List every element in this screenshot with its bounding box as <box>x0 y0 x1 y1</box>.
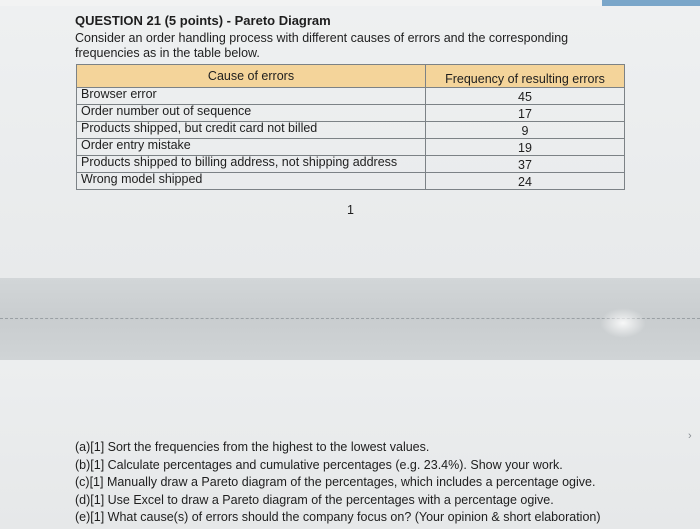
frequency-cell: 45 <box>426 88 625 105</box>
task-item-d: (d)[1] Use Excel to draw a Pareto diagram of the percentages with a percentage ogive. <box>75 492 554 507</box>
cause-cell: Products shipped to billing address, not shipping address <box>77 156 426 173</box>
question-description: Consider an order handling process with different causes of errors and the corresponding frequencies as in the table below. <box>75 31 569 60</box>
question-title: QUESTION 21 (5 points) - Pareto Diagram <box>75 13 331 28</box>
frequency-cell: 24 <box>426 173 625 190</box>
frequency-cell: 37 <box>426 156 625 173</box>
page-number: 1 <box>347 203 354 217</box>
task-list <box>75 439 675 527</box>
task-item-e: (e)[1] What cause(s) of errors should the company focus on? (Your opinion & short elaboration) <box>75 510 601 524</box>
table-row <box>77 139 625 156</box>
cause-cell: Order entry mistake <box>77 139 426 156</box>
error-frequency-table <box>76 64 625 190</box>
table-row <box>77 122 625 139</box>
chevron-right-icon[interactable]: › <box>688 430 692 442</box>
frequency-cell: 9 <box>426 122 625 139</box>
table-row <box>77 88 625 105</box>
table-row <box>77 173 625 190</box>
cause-cell: Wrong model shipped <box>77 173 426 190</box>
cause-cell: Order number out of sequence <box>77 105 426 122</box>
page-break-line <box>0 318 700 319</box>
table-row <box>77 156 625 173</box>
table-row <box>77 105 625 122</box>
task-item-b: (b)[1] Calculate percentages and cumulative percentages (e.g. 23.4%). Show your work. <box>75 457 563 472</box>
frequency-cell: 17 <box>426 105 625 122</box>
task-item-c: (c)[1] Manually draw a Pareto diagram of the percentages, which includes a percentage ogive. <box>75 475 596 489</box>
task-item-a: (a)[1] Sort the frequencies from the highest to the lowest values. <box>75 440 430 454</box>
screen-glare <box>600 308 646 338</box>
cause-cell: Browser error <box>77 88 426 105</box>
cause-column-header: Cause of errors <box>77 65 426 88</box>
cause-cell: Products shipped, but credit card not billed <box>77 122 426 139</box>
page-gap <box>0 278 700 360</box>
table-header-row <box>77 65 625 88</box>
frequency-column-header: Frequency of resulting errors <box>426 65 625 88</box>
frequency-cell: 19 <box>426 139 625 156</box>
